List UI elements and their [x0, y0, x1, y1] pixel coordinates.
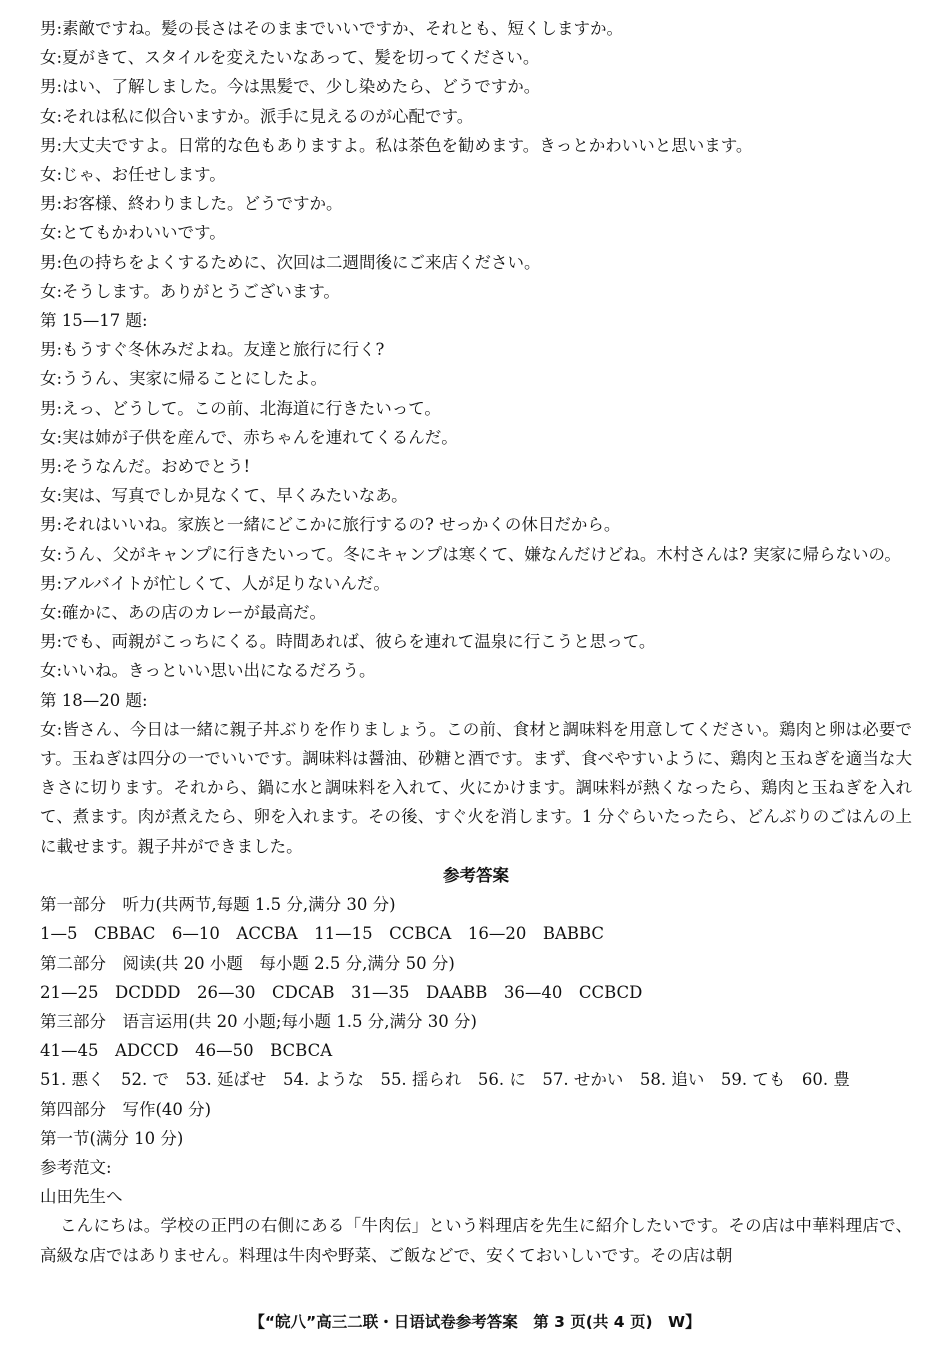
monologue-recipe: 女:皆さん、今日は一緒に親子丼ぶりを作りましょう。この前、食材と調味料を用意してください。鶏肉と卵は必要です。玉ねぎは四分の一でいいです。調味料は醤油、砂糖と酒です。まず、食べやすいように、鶏肉と玉ねぎを適当な大きさに切ります。それから、鍋に水と調味料を入れて、火にかけます。調味料が熱くなったら、鶏肉と玉ねぎを入れて、煮ます。肉が煮えたら、卵を入れます。その後、すぐ火を消します。1 分ぐらいたったら、どんぶりのごはんの上に載せます。親子丼ができました。 — [40, 719, 912, 856]
dialogue-line: 男:それはいいね。家族と一緒にどこかに旅行するの? せっかくの休日だから。 — [40, 515, 621, 535]
dialogue-line: 女:確かに、あの店のカレーが最高だ。 — [40, 603, 327, 623]
question-heading-18-20: 第 18—20 题: — [40, 690, 148, 710]
dialogue-line: 女:じゃ、お任せします。 — [40, 165, 226, 185]
dialogue-line: 女:実は姉が子供を産んで、赤ちゃんを連れてくるんだ。 — [40, 427, 458, 447]
question-heading-15-17: 第 15—17 题: — [40, 311, 148, 331]
answer-line: 1—5 CBBAC 6—10 ACCBA 11—15 CCBCA 16—20 BABBC — [40, 924, 605, 944]
answer-line: 参考范文: — [40, 1157, 112, 1177]
dialogue-line: 女:そうします。ありがとうございます。 — [40, 281, 340, 301]
dialogue-line: 女:それは私に似合いますか。派手に見えるのが心配です。 — [40, 106, 474, 126]
dialogue-line: 男:でも、両親がこっちにくる。時間あれば、彼らを連れて温泉に行こうと思って。 — [40, 632, 656, 652]
essay-paragraph: こんにちは。学校の正門の右側にある「牛肉伝」という料理店を先生に紹介したいです。その店は中華料理店で、高級な店ではありません。料理は牛肉や野菜、ご飯などで、安くておいしいです。その店は朝 — [40, 1216, 912, 1265]
dialogue-line: 男:もうすぐ冬休みだよね。友達と旅行に行く? — [40, 340, 385, 360]
dialogue-line: 男:はい、了解しました。今は黒髪で、少し染めたら、どうですか。 — [40, 77, 541, 97]
answer-line: 21—25 DCDDD 26—30 CDCAB 31—35 DAABB 36—40 CCBCD — [40, 982, 643, 1002]
answer-line: 41—45 ADCCD 46—50 BCBCA — [40, 1041, 333, 1061]
dialogue-line: 男:大丈夫ですよ。日常的な色もありますよ。私は茶色を勧めます。きっとかわいいと思います。 — [40, 135, 753, 155]
answer-line: 第一部分 听力(共两节,每题 1.5 分,满分 30 分) — [40, 895, 396, 915]
dialogue-haircut — [40, 14, 912, 306]
page-footer: 【“皖八”高三二联・日语试卷参考答案 第 3 页(共 4 页) W】 — [249, 1313, 701, 1331]
dialogue-line: 男:お客様、終わりました。どうですか。 — [40, 194, 343, 214]
dialogue-line: 女:いいね。きっといい思い出になるだろう。 — [40, 661, 376, 681]
dialogue-line: 男:えっ、どうして。この前、北海道に行きたいって。 — [40, 398, 441, 418]
answer-line: 51. 悪く 52. で 53. 延ばせ 54. ような 55. 揺られ 56. に 57. せかい 58. 追い 59. ても 60. 豊 — [40, 1070, 850, 1090]
document-page — [40, 14, 912, 1270]
answers-title: 参考答案 — [443, 865, 509, 885]
answer-line: 第四部分 写作(40 分) — [40, 1099, 212, 1119]
dialogue-line: 女:とてもかわいいです。 — [40, 223, 226, 243]
dialogue-line: 男:アルバイトが忙しくて、人が足りないんだ。 — [40, 573, 390, 593]
dialogue-line: 男:素敵ですね。髪の長さはそのままでいいですか、それとも、短くしますか。 — [40, 19, 624, 38]
answer-line: 第三部分 语言运用(共 20 小题;每小题 1.5 分,满分 30 分) — [40, 1011, 477, 1031]
dialogue-line-long: 女:うん、父がキャンプに行きたいって。冬にキャンプは寒くて、嫌なんだけどね。木村さんは? 実家に帰らないの。 — [40, 544, 901, 564]
dialogue-line: 男:色の持ちをよくするために、次回は二週間後にご来店ください。 — [40, 252, 541, 272]
answer-line: 第二部分 阅读(共 20 小题 每小题 2.5 分,满分 50 分) — [40, 953, 455, 973]
dialogue-winter-break — [40, 335, 912, 685]
dialogue-line: 女:ううん、実家に帰ることにしたよ。 — [40, 369, 328, 389]
answer-key — [40, 890, 912, 1211]
dialogue-line: 女:実は、写真でしか見なくて、早くみたいなあ。 — [40, 486, 408, 506]
dialogue-line: 男:そうなんだ。おめでとう! — [40, 457, 251, 477]
answer-line: 山田先生へ — [40, 1187, 123, 1207]
dialogue-line: 女:夏がきて、スタイルを変えたいなあって、髪を切ってください。 — [40, 48, 540, 68]
answer-line: 第一节(满分 10 分) — [40, 1128, 184, 1148]
